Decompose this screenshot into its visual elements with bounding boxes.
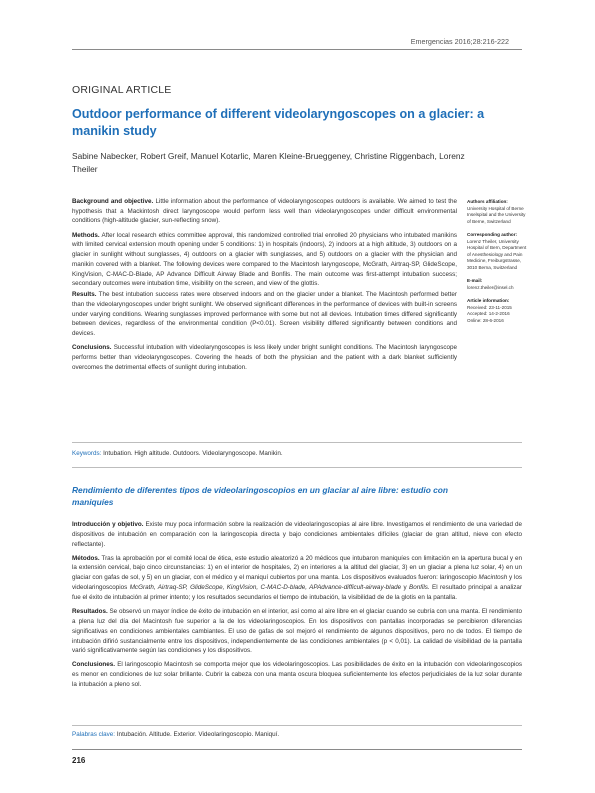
resumen-introduccion-label: Introducción y objetivo. <box>72 521 144 528</box>
abstract-methods <box>72 231 457 289</box>
keywords-divider <box>72 442 522 443</box>
footer-divider <box>72 749 522 750</box>
affiliation-text: University Hospital of Berne Inselspital and the University of Berne, Switzerland <box>467 205 526 224</box>
abstract-results <box>72 290 457 339</box>
resumen-conclusiones-text: El laringoscopio Macintosh se comporta mejor que los videolaringoscopios. Las posibilidades de éxito en la intubación con videolaringoscopios es menor en condiciones de luz solar brillante. Cubrir la cabeza con una manta oscura bloquea suficientemente los efectos perjudiciales de la luz solar durante la intubación a pleno sol. <box>72 661 523 688</box>
abstract-background-label: Background and objective. <box>72 198 154 205</box>
article-title: Outdoor performance of different videolaryngoscopes on a glacier: a manikin study <box>72 107 485 138</box>
abstract-background <box>72 197 457 226</box>
keywords-label: Keywords: <box>72 450 102 457</box>
spanish-title: Rendimiento de diferentes tipos de videolaringoscopios en un glaciar al aire libre: estudio con maniquíes <box>72 485 449 507</box>
abstract-results-text: The best intubation success rates were observed indoors and on the glacier under a blanket. The Macintosh performed better than the videolaryngoscopes under bright sunlight. We observed significant differences in the performance of devices with built-in screens under varying conditions. Wearing sunglasses improved performance with some but not all devices. Intubation times differed significantly between devices, regardless of the environmental condition (P<0.01). Screen visibility differed significantly between conditions and devices. <box>72 291 458 338</box>
device-name-bonfils: Bonfils. <box>409 584 430 592</box>
corresponding-author-text: Lorenz Theiler, University Hospital of Bern, Department of Anesthesiology and Pain Medicine, Freiburgstrasse, 3010 Berna, Switzerland <box>467 238 527 270</box>
abstract-conclusions-label: Conclusions. <box>72 344 112 352</box>
keywords-spanish <box>72 731 279 738</box>
affiliation-block <box>467 199 527 225</box>
device-names-videolaryngoscopes: McGrath, Airtraq-SP, GlideScope, KingVision, C-MAC-D-blade, APAdvance-difficult-airway-blade <box>129 584 402 592</box>
spanish-section-divider <box>72 467 522 468</box>
resumen-metodos-label: Métodos. <box>72 554 100 562</box>
resumen-metodos <box>72 554 522 604</box>
keywords-text: Intubation. High altitude. Outdoors. Videolaryngoscope. Manikin. <box>103 450 283 457</box>
abstract-results-label: Results. <box>72 291 97 299</box>
resumen-metodos-text-3: y <box>403 584 407 592</box>
author-list: Sabine Nabecker, Robert Greif, Manuel Kotarlic, Maren Kleine-Brueggeney, Christine Riggenbach, Lorenz Theiler <box>72 151 465 174</box>
resumen-metodos-text-2: y los videolaringoscopios <box>72 574 523 592</box>
email-address: lorenz.theiler@insel.ch <box>467 284 514 290</box>
palabras-clave-divider <box>72 725 522 726</box>
device-name-macintosh: Macintosh <box>478 574 508 582</box>
resumen-conclusiones-label: Conclusiones. <box>72 661 116 669</box>
corresponding-author-block <box>467 232 527 271</box>
abstract-conclusions <box>72 343 457 372</box>
resumen-resultados <box>72 607 522 657</box>
abstract-methods-label: Methods. <box>72 231 100 239</box>
page-number: 216 <box>72 756 86 765</box>
resumen-introduccion-text: Existe muy poca información sobre la realización de videolaringoscopias al aire libre. Investigamos el rendimiento de una variedad de dispositivos de intubación en comparación con la laringoscopia directa y bajo condiciones ambientales difíciles (glaciar de gran altitud, nieve con efecto reflectante). <box>72 521 523 548</box>
abstract-conclusions-text: Successful intubation with videolaryngoscopes is less likely under bright sunlight conditions. The Macintosh laryngoscope performs better than videolaryngoscopes. Covering the heads of both the physician and the patient with a dark blanket sufficiently overcomes the detrimental effects of sunlight during intubation. <box>72 344 458 371</box>
palabras-clave-label: Palabras clave: <box>72 731 116 738</box>
affiliation-label: Authors affiliation: <box>467 199 508 204</box>
abstract-methods-text: After local research ethics committee approval, this randomized controlled trial enrolled 20 physicians who intubated manikins with limited cervical extension mouth opening under 5 conditions: 1) in hospitals (indoors), 2) indoors at a high altitude, 3) outdoors on a glacier in sunlight without sunglasses, 4) outdoors on a glacier with sunglasses, and 5) outdoors on a glacier with the physician and manikin covered with a blanket. The following devices were compared to the Macintosh laryngoscope, McGrath, Airtraq-SP, GlideScope, KingVision, C-MAC-D-Blade, AP Advance Difficult Airway Blade and Bonfils. The main outcome was first-attempt intubation success; secondary outcomes were intubation time, visibility on the screen, and view of the glottis. <box>72 231 457 288</box>
header-divider <box>72 49 522 50</box>
resumen-resultados-label: Resultados. <box>72 607 108 615</box>
accepted-date: Accepted: 14-2-2016 <box>467 311 510 316</box>
email-label: E-mail: <box>467 278 483 283</box>
resumen-conclusiones <box>72 660 522 690</box>
received-date: Received: 23-11-2015 <box>467 304 512 310</box>
keywords-english <box>72 450 283 457</box>
corresponding-author-label: Corresponding author: <box>467 232 518 237</box>
online-date: Online: 28-6-2016 <box>467 317 504 323</box>
article-info-block <box>467 298 527 324</box>
journal-citation: Emergencias 2016;28:216-222 <box>410 37 509 46</box>
email-block <box>467 278 527 291</box>
article-type: ORIGINAL ARTICLE <box>72 84 172 96</box>
resumen-metodos-text-4: El resultado principal a analizar fue el éxito de intubación al primer intento; y los resultados secundarios el tiempo de intubación, la visibilidad de de la glotis en la pantalla. <box>72 584 523 602</box>
abstract-english <box>72 197 457 377</box>
resumen-introduccion <box>72 520 522 550</box>
article-info-label: Article information: <box>467 298 510 303</box>
abstract-background-text: Little information about the performance of videolaryngoscopes outdoors is available. We aimed to test the hypothesis that a Mackintosh direct laryngoscope would perform less well than videolaryngoscopes under difficult environmental conditions (high-altitude glacier, sun-reflecting snow). <box>72 198 458 225</box>
resumen-resultados-text: Se observó un mayor índice de éxito de intubación en el interior, así como al aire libre en el glaciar cuando se cubría con una manta. El rendimiento a plena luz del día del Macintosh fue superior a la de los videolaringoscopios. En los dispositivos con pantallas incorporadas se percibieron diferencias significativas en condiciones ambientales cambiantes. El uso de gafas de sol mejoró el rendimiento de algunos dispositivos, pero no de todos. El tiempo de intubación difirió sustancialmente entre los dispositivos, independientemente de las condiciones ambientales (p < 0,01). La calidad de visibilidad de la pantalla varió significativamente según las condiciones y los dispositivos. <box>72 607 522 655</box>
palabras-clave-text: Intubación. Altitude. Exterior. Videolaringoscopio. Maniquí. <box>116 731 280 738</box>
article-sidebar <box>467 199 527 331</box>
abstract-spanish <box>72 520 522 694</box>
resumen-metodos-text-1: Tras la aprobación por el comité local de ética, este estudio aleatorizó a 20 médicos que intubaron maniquíes con limitación en la apertura bucal y en la extensión cervical, bajo cinco circunstancias: 1) en el interior de hospitales, 2) en interiores a la altitud del glaciar, 3) en un glaciar a plena luz solar, 4) en un glaciar con gafas de sol, y 5) en un glaciar, con el médico y el maniquí cubiertos por una manta. Los dispositivos evaluados fueron: laringoscopio <box>72 554 523 582</box>
